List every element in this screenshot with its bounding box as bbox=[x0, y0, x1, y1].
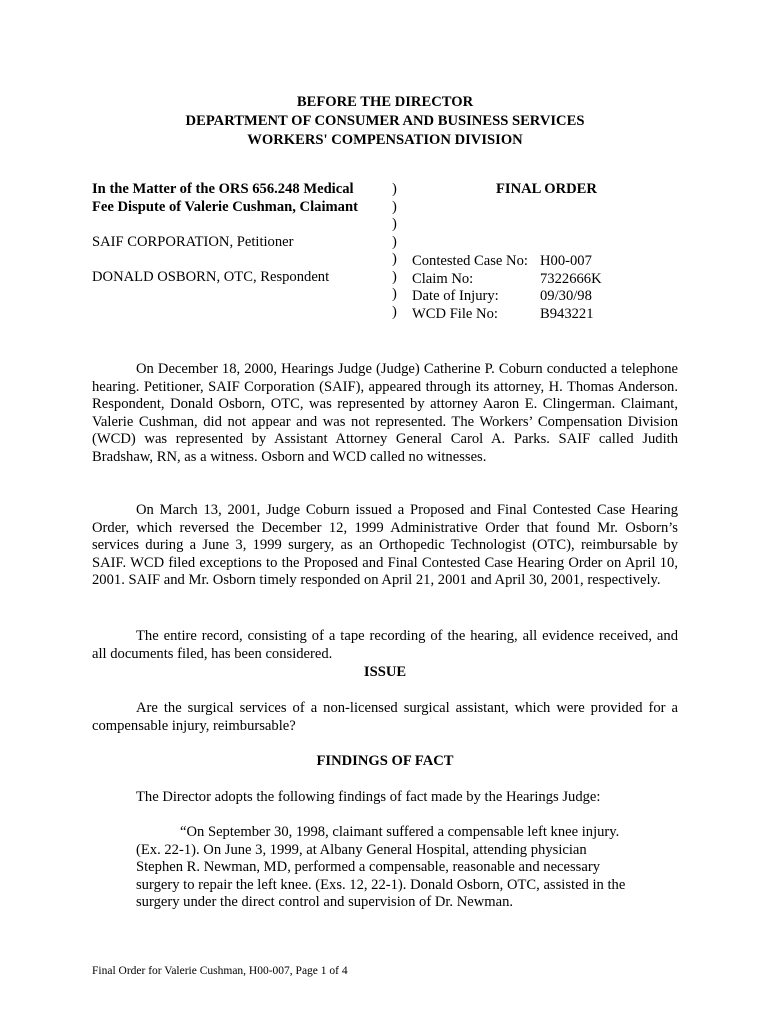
document-heading bbox=[0, 93, 770, 150]
paragraph-record bbox=[92, 628, 678, 663]
paragraph-adopts-findings bbox=[92, 789, 678, 807]
paren: ) bbox=[392, 198, 397, 215]
heading-line-2: DEPARTMENT OF CONSUMER AND BUSINESS SERVICES bbox=[185, 113, 585, 129]
petitioner-line: SAIF CORPORATION, Petitioner bbox=[92, 233, 294, 250]
case-caption-parties bbox=[92, 181, 392, 286]
paragraph-text: The entire record, consisting of a tape recording of the hearing, all evidence received, and all documents filed, has been considered. bbox=[92, 628, 678, 662]
matter-line-1: In the Matter of the ORS 656.248 Medical bbox=[92, 181, 354, 197]
paren: ) bbox=[392, 268, 397, 285]
paragraph-hearing bbox=[92, 361, 678, 467]
document-title: FINAL ORDER bbox=[496, 181, 597, 197]
paren: ) bbox=[392, 303, 397, 320]
issue-heading: ISSUE bbox=[363, 664, 407, 680]
findings-heading: FINDINGS OF FACT bbox=[316, 753, 454, 769]
paren: ) bbox=[392, 286, 397, 302]
case-info-value: B943221 bbox=[540, 305, 594, 322]
paren: ) bbox=[392, 233, 397, 250]
case-info-row bbox=[412, 271, 602, 289]
paragraph-text: The Director adopts the following findings of fact made by the Hearings Judge: bbox=[136, 789, 601, 805]
case-info-value: 7322666K bbox=[540, 270, 602, 287]
case-info-table bbox=[412, 253, 602, 323]
case-info-label: Claim No: bbox=[412, 270, 474, 287]
respondent-line: DONALD OSBORN, OTC, Respondent bbox=[92, 268, 330, 285]
case-info-label: Contested Case No: bbox=[412, 253, 528, 269]
caption-parentheses bbox=[392, 181, 397, 321]
case-info-row bbox=[412, 253, 602, 271]
paragraph-text: On December 18, 2000, Hearings Judge (Judge) Catherine P. Coburn conducted a telephone hearing. Petitioner, SAIF Corporation (SAIF), appeared through its attorney, H. Thomas Anderson. Respondent, Donald Osborn, OTC, was represented by attorney Aaron E. Clingerman. Claimant, Valerie Cushman, did not appear and was not represented. The Workers’ Compensation Division (WCD) was represented by Assistant Attorney General Carol A. Parks. SAIF called Judith Bradshaw, RN, as a witness. Osborn and WCD called no witnesses. bbox=[92, 361, 678, 465]
case-info-row bbox=[412, 288, 602, 306]
paren: ) bbox=[392, 216, 397, 232]
case-info-label: WCD File No: bbox=[412, 305, 498, 322]
paragraph-issue bbox=[92, 700, 678, 735]
quote-text: “On September 30, 1998, claimant suffered a compensable left knee injury. (Ex. 22-1). On June 3, 1999, at Albany General Hospital, attending physician Stephen R. Newman, MD, performed a compensable, reasonable and necessary surgery to repair the left knee. (Exs. 12, 22-1). Donald Osborn, OTC, assisted in the surgery under the direct control and supervision of Dr. Newman. bbox=[136, 824, 626, 911]
case-info-label: Date of Injury: bbox=[412, 288, 499, 304]
case-info-value: 09/30/98 bbox=[540, 288, 592, 304]
case-info-value: H00-007 bbox=[540, 253, 592, 269]
heading-line-1: BEFORE THE DIRECTOR bbox=[296, 94, 474, 110]
page-footer: Final Order for Valerie Cushman, H00-007, Page 1 of 4 bbox=[92, 965, 348, 977]
case-info-row bbox=[412, 306, 602, 324]
paragraph-text: On March 13, 2001, Judge Coburn issued a Proposed and Final Contested Case Hearing Order, which reversed the December 12, 1999 Administrative Order that found Mr. Osborn’s services during a June 3, 1999 surgery, as an Orthopedic Technologist (OTC), reimbursable by SAIF. WCD filed exceptions to the Proposed and Final Contested Case Hearing Order on April 10, 2001. SAIF and Mr. Osborn timely responded on April 21, 2001 and April 30, 2001, respectively. bbox=[92, 502, 678, 589]
matter-line-2: Fee Dispute of Valerie Cushman, Claimant bbox=[92, 198, 358, 215]
paren: ) bbox=[392, 251, 397, 267]
paragraph-text: Are the surgical services of a non-licensed surgical assistant, which were provided for a compensable injury, reimbursable? bbox=[92, 700, 678, 734]
quoted-findings bbox=[136, 824, 636, 912]
paragraph-proposed-order bbox=[92, 502, 678, 590]
heading-line-3: WORKERS' COMPENSATION DIVISION bbox=[247, 132, 523, 148]
paren: ) bbox=[392, 181, 397, 197]
